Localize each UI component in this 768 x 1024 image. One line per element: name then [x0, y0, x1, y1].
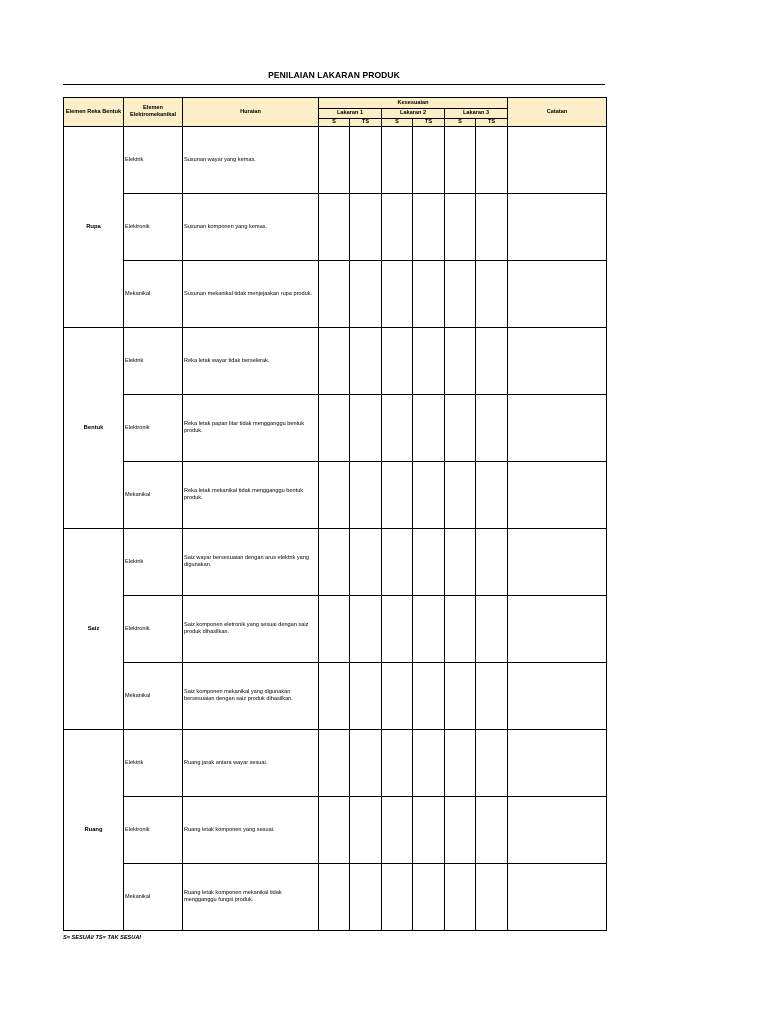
- page-title: PENILAIAN LAKARAN PRODUK: [268, 70, 400, 80]
- check-cell-s[interactable]: [319, 194, 350, 261]
- check-cell-ts[interactable]: [413, 395, 445, 462]
- catatan-cell[interactable]: [508, 730, 607, 797]
- check-cell-s[interactable]: [382, 261, 413, 328]
- check-cell-s[interactable]: [382, 194, 413, 261]
- group-rupa: Rupa: [64, 127, 124, 328]
- huraian-cell: Reka letak papan litar tidak mengganggu bentuk produk.: [183, 395, 319, 462]
- elemen-cell: Mekanikal: [124, 462, 183, 529]
- check-cell-ts[interactable]: [413, 864, 445, 931]
- check-cell-ts[interactable]: [476, 663, 508, 730]
- check-cell-ts[interactable]: [413, 730, 445, 797]
- elemen-cell: Elektronik: [124, 596, 183, 663]
- check-cell-s[interactable]: [445, 328, 476, 395]
- check-cell-s[interactable]: [382, 797, 413, 864]
- header-lakaran-2: Lakaran 2: [382, 109, 445, 119]
- header-kesesuaian: Kesesuaian: [319, 98, 508, 109]
- check-cell-ts[interactable]: [350, 395, 382, 462]
- catatan-cell[interactable]: [508, 596, 607, 663]
- group-saiz: Saiz: [64, 529, 124, 730]
- huraian-cell: Reka letak wayar tidak berselerak.: [183, 328, 319, 395]
- table-row: [64, 328, 607, 395]
- huraian-cell: Ruang letak komponen mekanikal tidak mengganggu fungsi produk.: [183, 864, 319, 931]
- check-cell-ts[interactable]: [413, 797, 445, 864]
- catatan-cell[interactable]: [508, 797, 607, 864]
- title-divider: [63, 84, 605, 85]
- check-cell-s[interactable]: [319, 797, 350, 864]
- check-cell-s[interactable]: [319, 730, 350, 797]
- catatan-cell[interactable]: [508, 328, 607, 395]
- catatan-cell[interactable]: [508, 462, 607, 529]
- header-elemen-elektromekanikal: Elemen Elektromekanikal: [124, 98, 183, 127]
- check-cell-s[interactable]: [382, 663, 413, 730]
- check-cell-ts[interactable]: [476, 529, 508, 596]
- huraian-cell: Susunan wayar yang kemas.: [183, 127, 319, 194]
- huraian-cell: Reka letak mekanikal tidak mengganggu bentuk produk.: [183, 462, 319, 529]
- table-row: [64, 194, 607, 261]
- check-cell-ts[interactable]: [476, 797, 508, 864]
- check-cell-s[interactable]: [319, 462, 350, 529]
- header-ts-2: TS: [413, 119, 445, 127]
- header-lakaran-3: Lakaran 3: [445, 109, 508, 119]
- table-row: [64, 529, 607, 596]
- check-cell-s[interactable]: [445, 529, 476, 596]
- check-cell-ts[interactable]: [350, 261, 382, 328]
- catatan-cell[interactable]: [508, 261, 607, 328]
- check-cell-s[interactable]: [319, 864, 350, 931]
- check-cell-ts[interactable]: [476, 194, 508, 261]
- check-cell-ts[interactable]: [413, 261, 445, 328]
- header-huraian: Huraian: [183, 98, 319, 127]
- check-cell-s[interactable]: [319, 328, 350, 395]
- check-cell-ts[interactable]: [350, 194, 382, 261]
- check-cell-ts[interactable]: [413, 127, 445, 194]
- check-cell-ts[interactable]: [350, 328, 382, 395]
- table-row: [64, 663, 607, 730]
- header-lakaran-1: Lakaran 1: [319, 109, 382, 119]
- check-cell-s[interactable]: [445, 395, 476, 462]
- check-cell-s[interactable]: [382, 395, 413, 462]
- group-ruang: Ruang: [64, 730, 124, 931]
- header-catatan: Catatan: [508, 98, 607, 127]
- legend-note: S= SESUAI/ TS= TAK SESUAI: [63, 935, 141, 941]
- check-cell-s[interactable]: [382, 730, 413, 797]
- check-cell-s[interactable]: [319, 596, 350, 663]
- table-row: [64, 127, 607, 194]
- check-cell-s[interactable]: [382, 596, 413, 663]
- check-cell-ts[interactable]: [413, 596, 445, 663]
- elemen-cell: Elektrik: [124, 730, 183, 797]
- check-cell-s[interactable]: [382, 529, 413, 596]
- header-ts-1: TS: [350, 119, 382, 127]
- elemen-cell: Elektrik: [124, 529, 183, 596]
- check-cell-s[interactable]: [445, 663, 476, 730]
- table-row: [64, 730, 607, 797]
- check-cell-ts[interactable]: [350, 730, 382, 797]
- check-cell-ts[interactable]: [476, 462, 508, 529]
- check-cell-s[interactable]: [319, 395, 350, 462]
- header-s-1: S: [319, 119, 350, 127]
- check-cell-s[interactable]: [319, 261, 350, 328]
- check-cell-ts[interactable]: [476, 596, 508, 663]
- huraian-cell: Susunan mekanikal tidak menjejaskan rupa produk.: [183, 261, 319, 328]
- elemen-cell: Elektrik: [124, 328, 183, 395]
- huraian-cell: Saiz komponen mekanikal yang digunakan bersesuaian dengan saiz produk dihasilkan.: [183, 663, 319, 730]
- check-cell-ts[interactable]: [476, 395, 508, 462]
- check-cell-ts[interactable]: [413, 328, 445, 395]
- check-cell-ts[interactable]: [476, 730, 508, 797]
- check-cell-ts[interactable]: [350, 663, 382, 730]
- check-cell-s[interactable]: [319, 663, 350, 730]
- group-bentuk: Bentuk: [64, 328, 124, 529]
- catatan-cell[interactable]: [508, 663, 607, 730]
- table-row: [64, 462, 607, 529]
- huraian-cell: Saiz wayar bersesuaian dengan arus elektrik yang digunakan.: [183, 529, 319, 596]
- header-s-2: S: [382, 119, 413, 127]
- assessment-table: [63, 97, 607, 931]
- check-cell-s[interactable]: [319, 127, 350, 194]
- huraian-cell: Susunan komponen yang kemas.: [183, 194, 319, 261]
- check-cell-ts[interactable]: [476, 261, 508, 328]
- table-row: [64, 797, 607, 864]
- check-cell-s[interactable]: [445, 797, 476, 864]
- check-cell-s[interactable]: [382, 328, 413, 395]
- elemen-cell: Mekanikal: [124, 864, 183, 931]
- check-cell-s[interactable]: [445, 194, 476, 261]
- huraian-cell: Ruang letak komponen yang sesuai.: [183, 797, 319, 864]
- table-row: [64, 395, 607, 462]
- header-s-3: S: [445, 119, 476, 127]
- catatan-cell[interactable]: [508, 864, 607, 931]
- check-cell-ts[interactable]: [476, 328, 508, 395]
- check-cell-ts[interactable]: [413, 529, 445, 596]
- table-row: [64, 596, 607, 663]
- check-cell-ts[interactable]: [350, 596, 382, 663]
- elemen-cell: Mekanikal: [124, 663, 183, 730]
- elemen-cell: Elektronik: [124, 395, 183, 462]
- table-row: [64, 864, 607, 931]
- check-cell-ts[interactable]: [350, 797, 382, 864]
- check-cell-s[interactable]: [445, 127, 476, 194]
- elemen-cell: Elektrik: [124, 127, 183, 194]
- check-cell-ts[interactable]: [476, 864, 508, 931]
- check-cell-ts[interactable]: [350, 462, 382, 529]
- check-cell-s[interactable]: [445, 261, 476, 328]
- catatan-cell[interactable]: [508, 194, 607, 261]
- check-cell-ts[interactable]: [350, 127, 382, 194]
- check-cell-ts[interactable]: [350, 864, 382, 931]
- table-row: [64, 261, 607, 328]
- check-cell-s[interactable]: [445, 462, 476, 529]
- check-cell-s[interactable]: [382, 127, 413, 194]
- elemen-cell: Elektronik: [124, 797, 183, 864]
- check-cell-s[interactable]: [445, 730, 476, 797]
- catatan-cell[interactable]: [508, 395, 607, 462]
- check-cell-ts[interactable]: [476, 127, 508, 194]
- check-cell-s[interactable]: [382, 864, 413, 931]
- check-cell-ts[interactable]: [413, 462, 445, 529]
- huraian-cell: Ruang jarak antara wayar sesuai.: [183, 730, 319, 797]
- check-cell-ts[interactable]: [413, 663, 445, 730]
- header-elemen-reka-bentuk: Elemen Reka Bentuk: [64, 98, 124, 127]
- check-cell-s[interactable]: [382, 462, 413, 529]
- check-cell-ts[interactable]: [350, 529, 382, 596]
- header-ts-3: TS: [476, 119, 508, 127]
- check-cell-ts[interactable]: [413, 194, 445, 261]
- huraian-cell: Saiz komponen eletronik yang sesuai dengan saiz produk dihasilkan.: [183, 596, 319, 663]
- elemen-cell: Elektronik: [124, 194, 183, 261]
- catatan-cell[interactable]: [508, 127, 607, 194]
- elemen-cell: Mekanikal: [124, 261, 183, 328]
- check-cell-s[interactable]: [445, 864, 476, 931]
- check-cell-s[interactable]: [319, 529, 350, 596]
- check-cell-s[interactable]: [445, 596, 476, 663]
- catatan-cell[interactable]: [508, 529, 607, 596]
